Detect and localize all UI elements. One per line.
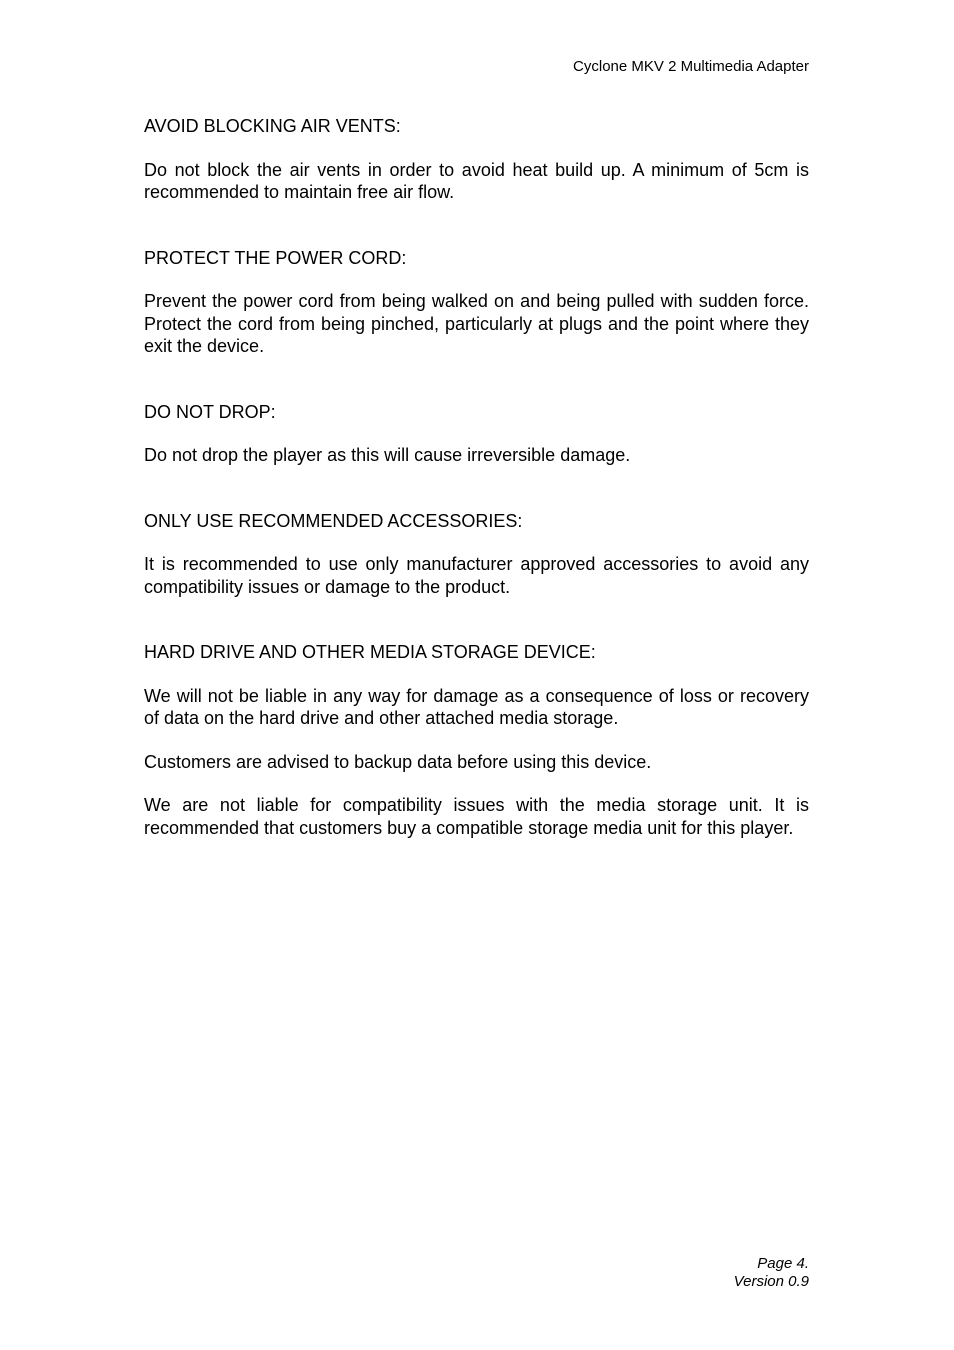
section-do-not-drop — [144, 401, 809, 467]
section-heading: PROTECT THE POWER CORD: — [144, 247, 407, 268]
running-header: Cyclone MKV 2 Multimedia Adapter — [573, 58, 809, 75]
section-paragraph: Do not block the air vents in order to avoid heat build up. A minimum of 5cm is recommended to maintain free air flow. — [144, 159, 809, 202]
section-air-vents — [144, 115, 809, 204]
version-label: Version 0.9 — [733, 1273, 809, 1290]
page-content — [144, 115, 809, 839]
section-accessories — [144, 510, 809, 599]
section-heading: DO NOT DROP: — [144, 401, 276, 422]
page-number: Page 4. — [757, 1255, 809, 1272]
section-paragraph: We will not be liable in any way for damage as a consequence of loss or recovery of data on the hard drive and other attached media storage. — [144, 685, 809, 728]
section-paragraph: Prevent the power cord from being walked on and being pulled with sudden force. Protect the cord from being pinched, particularly at plugs and the point where they exit the device. — [144, 291, 809, 356]
section-paragraph: We are not liable for compatibility issues with the media storage unit. It is recommended that customers buy a compatible storage media unit for this player. — [144, 795, 809, 838]
section-paragraph: It is recommended to use only manufacturer approved accessories to avoid any compatibility issues or damage to the product. — [144, 554, 809, 597]
section-paragraph: Do not drop the player as this will cause irreversible damage. — [144, 445, 631, 465]
section-heading: ONLY USE RECOMMENDED ACCESSORIES: — [144, 510, 523, 531]
section-paragraph: Customers are advised to backup data before using this device. — [144, 751, 652, 772]
page-footer — [734, 1255, 809, 1291]
section-power-cord — [144, 247, 809, 358]
section-heading: HARD DRIVE AND OTHER MEDIA STORAGE DEVICE: — [144, 642, 596, 662]
section-heading: AVOID BLOCKING AIR VENTS: — [144, 116, 401, 136]
section-storage-device — [144, 641, 809, 839]
